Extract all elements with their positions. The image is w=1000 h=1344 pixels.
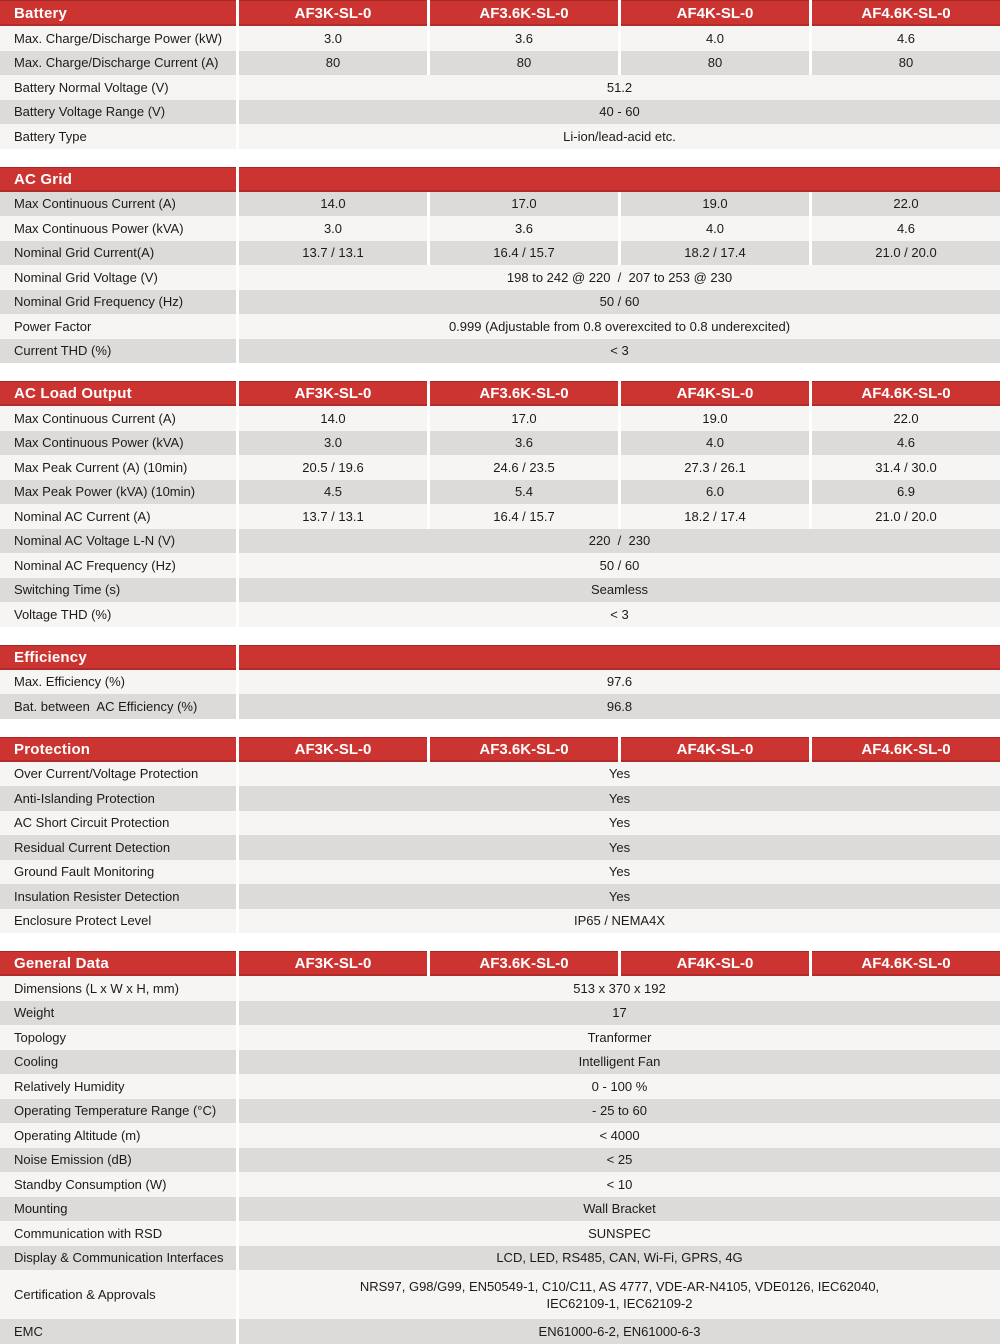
section-title: AC Load Output — [14, 385, 132, 402]
spec-row-certification-approvals — [0, 1270, 1000, 1319]
value-text: 19.0 — [702, 410, 728, 426]
section-title: Battery — [14, 4, 68, 22]
row-value-spanning — [236, 1099, 1000, 1124]
row-label: Max. Charge/Discharge Power (kW) — [14, 30, 223, 46]
row-value-af3k-sl-0 — [236, 26, 427, 51]
row-value-spanning — [236, 529, 1000, 554]
row-label: Noise Emission (dB) — [14, 1152, 132, 1168]
value-text: 4.0 — [705, 30, 725, 46]
row-value-af3-6k-sl-0 — [427, 51, 618, 76]
row-value-spanning — [236, 1123, 1000, 1148]
spec-row-battery-normal-voltage-v — [0, 75, 1000, 100]
column-header-af4k-sl-0: AF4K-SL-0 — [618, 0, 809, 26]
value-text: 80 — [707, 55, 723, 71]
row-value-af3-6k-sl-0 — [427, 26, 618, 51]
value-text: - 25 to 60 — [592, 1103, 647, 1119]
row-value-af4-6k-sl-0 — [809, 406, 1000, 431]
value-text: 5.4 — [514, 484, 534, 500]
column-header-af4-6k-sl-0: AF4.6K-SL-0 — [809, 951, 1000, 976]
value-text: Li-ion/lead-acid etc. — [563, 128, 676, 144]
row-label: Nominal AC Frequency (Hz) — [14, 557, 176, 573]
row-label: Nominal Grid Voltage (V) — [14, 269, 158, 285]
row-value-af4-6k-sl-0 — [809, 241, 1000, 266]
spec-row-voltage-thd — [0, 602, 1000, 627]
value-text: 96.8 — [606, 698, 633, 714]
value-text: 220 / 230 — [588, 533, 651, 549]
value-text: 24.6 / 23.5 — [493, 459, 555, 475]
value-text: 6.0 — [705, 484, 725, 500]
spec-row-ground-fault-monitoring — [0, 860, 1000, 885]
section-title: Protection — [14, 740, 91, 758]
row-value-spanning — [236, 1148, 1000, 1173]
spec-row-standby-consumption-w — [0, 1172, 1000, 1197]
column-header-af3-6k-sl-0: AF3.6K-SL-0 — [427, 0, 618, 26]
value-text: IP65 / NEMA4X — [573, 913, 666, 929]
row-label: Certification & Approvals — [14, 1287, 156, 1302]
spec-row-display-communication-interfaces — [0, 1246, 1000, 1271]
row-value-spanning — [236, 1172, 1000, 1197]
section-ac-load-output — [0, 381, 1000, 627]
row-label: Insulation Resister Detection — [14, 888, 180, 904]
row-value-spanning — [236, 811, 1000, 836]
row-label: Max Continuous Power (kVA) — [14, 220, 184, 236]
row-value-af3-6k-sl-0 — [427, 192, 618, 217]
section-header-efficiency — [0, 645, 1000, 670]
row-label: Max Peak Power (kVA) (10min) — [14, 484, 196, 500]
row-label: Communication with RSD — [14, 1225, 163, 1241]
section-header-fill — [236, 645, 1000, 670]
value-text: 13.7 / 13.1 — [302, 508, 364, 524]
spec-row-bat-between-ac-efficiency — [0, 694, 1000, 719]
row-label: Relatively Humidity — [14, 1078, 125, 1094]
spec-row-nominal-ac-voltage-l-n-v — [0, 529, 1000, 554]
row-label: Current THD (%) — [14, 343, 112, 359]
value-text: < 25 — [606, 1152, 633, 1168]
row-value-spanning — [236, 339, 1000, 364]
row-value-spanning — [236, 1246, 1000, 1271]
row-value-spanning — [236, 314, 1000, 339]
row-value-spanning — [236, 670, 1000, 695]
value-text: < 3 — [610, 343, 629, 359]
row-value-spanning — [236, 75, 1000, 100]
value-text: 13.7 / 13.1 — [302, 245, 364, 261]
row-value-af3k-sl-0 — [236, 480, 427, 505]
row-label: Anti-Islanding Protection — [14, 790, 155, 806]
section-header-battery — [0, 0, 1000, 26]
row-label: Over Current/Voltage Protection — [14, 766, 199, 782]
spec-row-over-current-voltage-protection — [0, 762, 1000, 787]
value-text: 31.4 / 30.0 — [875, 459, 937, 475]
row-value-af4k-sl-0 — [618, 455, 809, 480]
column-header-af4-6k-sl-0: AF4.6K-SL-0 — [809, 737, 1000, 762]
spec-row-max-peak-power-kva-10min — [0, 480, 1000, 505]
row-label: Max. Efficiency (%) — [14, 674, 126, 690]
spec-row-insulation-resister-detection — [0, 884, 1000, 909]
row-label: Battery Type — [14, 128, 87, 144]
row-value-af4-6k-sl-0 — [809, 26, 1000, 51]
spec-row-nominal-grid-voltage-v — [0, 265, 1000, 290]
row-value-spanning — [236, 909, 1000, 934]
value-text: Yes — [608, 790, 631, 806]
section-protection — [0, 737, 1000, 934]
spec-row-enclosure-protect-level — [0, 909, 1000, 934]
value-text: 4.0 — [705, 220, 725, 236]
column-header-af3-6k-sl-0: AF3.6K-SL-0 — [427, 737, 618, 762]
row-value-spanning — [236, 884, 1000, 909]
row-value-spanning — [236, 124, 1000, 149]
value-text: 14.0 — [320, 196, 346, 212]
value-text: 18.2 / 17.4 — [684, 508, 746, 524]
row-label: Mounting — [14, 1201, 68, 1217]
spec-row-max-continuous-current-a — [0, 406, 1000, 431]
row-value-af3-6k-sl-0 — [427, 241, 618, 266]
row-value-spanning — [236, 290, 1000, 315]
column-header-af3-6k-sl-0: AF3.6K-SL-0 — [427, 951, 618, 976]
value-text: 198 to 242 @ 220 / 207 to 253 @ 230 — [506, 269, 733, 285]
row-value-af3-6k-sl-0 — [427, 431, 618, 456]
row-value-af3k-sl-0 — [236, 241, 427, 266]
value-text: 22.0 — [893, 196, 919, 212]
row-value-af4k-sl-0 — [618, 192, 809, 217]
value-text: 3.0 — [323, 30, 343, 46]
value-text: 50 / 60 — [599, 557, 640, 573]
value-text: 80 — [516, 55, 532, 71]
row-label: Weight — [14, 1005, 55, 1021]
value-text: Yes — [608, 815, 631, 831]
column-header-af4-6k-sl-0: AF4.6K-SL-0 — [809, 381, 1000, 406]
row-label: Ground Fault Monitoring — [14, 864, 155, 880]
spec-row-max-continuous-power-kva — [0, 216, 1000, 241]
section-header-ac-grid — [0, 167, 1000, 192]
section-efficiency — [0, 645, 1000, 719]
spec-row-battery-voltage-range-v — [0, 100, 1000, 125]
value-text: EN61000-6-2, EN61000-6-3 — [538, 1323, 701, 1339]
row-label: Cooling — [14, 1054, 59, 1070]
value-text: 4.6 — [896, 435, 916, 451]
value-text: Tranformer — [587, 1029, 652, 1045]
value-text: 51.2 — [606, 79, 633, 95]
value-text: 21.0 / 20.0 — [875, 245, 937, 261]
row-value-af4-6k-sl-0 — [809, 480, 1000, 505]
value-text: 27.3 / 26.1 — [684, 459, 746, 475]
row-value-spanning — [236, 265, 1000, 290]
column-header-af4k-sl-0: AF4K-SL-0 — [618, 951, 809, 976]
spec-row-power-factor — [0, 314, 1000, 339]
row-value-af4k-sl-0 — [618, 26, 809, 51]
row-label: Nominal AC Voltage L-N (V) — [14, 533, 176, 549]
row-value-spanning — [236, 1197, 1000, 1222]
section-header-general-data — [0, 951, 1000, 976]
value-text: Yes — [608, 839, 631, 855]
row-label: Max Continuous Current (A) — [14, 410, 176, 426]
row-label: Battery Normal Voltage (V) — [14, 79, 169, 95]
row-label: Switching Time (s) — [14, 582, 121, 598]
row-label: Battery Voltage Range (V) — [14, 104, 166, 120]
column-header-af3k-sl-0: AF3K-SL-0 — [236, 737, 427, 762]
spec-row-operating-altitude-m — [0, 1123, 1000, 1148]
row-value-spanning — [236, 1025, 1000, 1050]
row-label: Voltage THD (%) — [14, 606, 112, 622]
row-value-spanning — [236, 553, 1000, 578]
spec-row-battery-type — [0, 124, 1000, 149]
value-text: Wall Bracket — [583, 1201, 656, 1217]
section-ac-grid — [0, 167, 1000, 364]
spec-row-cooling — [0, 1050, 1000, 1075]
row-label: Bat. between AC Efficiency (%) — [14, 698, 198, 714]
spec-row-mounting — [0, 1197, 1000, 1222]
row-value-spanning — [236, 1074, 1000, 1099]
row-value-af4-6k-sl-0 — [809, 192, 1000, 217]
row-label: Operating Temperature Range (°C) — [14, 1103, 217, 1119]
section-general-data — [0, 951, 1000, 1344]
value-text: 17 — [612, 1005, 627, 1021]
spec-row-emc — [0, 1319, 1000, 1344]
value-text: 16.4 / 15.7 — [493, 245, 555, 261]
row-label: Nominal Grid Frequency (Hz) — [14, 294, 184, 310]
row-value-af4-6k-sl-0 — [809, 51, 1000, 76]
row-value-spanning — [236, 835, 1000, 860]
value-text: NRS97, G98/G99, EN50549-1, C10/C11, AS 4777, VDE-AR-N4105, VDE0126, IEC62040, IEC62109-1, IEC62109-2 — [359, 1278, 883, 1311]
row-value-af4k-sl-0 — [618, 406, 809, 431]
value-text: 513 x 370 x 192 — [573, 980, 666, 996]
value-text: Intelligent Fan — [578, 1054, 661, 1070]
spec-row-noise-emission-db — [0, 1148, 1000, 1173]
spec-row-max-continuous-current-a — [0, 192, 1000, 217]
section-title: General Data — [14, 955, 109, 972]
section-title: Efficiency — [14, 648, 87, 666]
value-text: 80 — [325, 55, 341, 71]
row-value-af4-6k-sl-0 — [809, 504, 1000, 529]
value-text: < 10 — [606, 1176, 633, 1192]
value-text: 3.0 — [323, 220, 343, 236]
row-label: Topology — [14, 1029, 67, 1045]
value-text: 3.0 — [323, 435, 343, 451]
value-text: 40 - 60 — [599, 104, 640, 120]
spec-row-nominal-grid-frequency-hz — [0, 290, 1000, 315]
row-value-spanning — [236, 762, 1000, 787]
row-label: EMC — [14, 1323, 43, 1339]
row-label: Max Continuous Current (A) — [14, 196, 176, 212]
row-value-spanning — [236, 1001, 1000, 1026]
value-text: 4.5 — [323, 484, 343, 500]
value-text: 14.0 — [320, 410, 346, 426]
value-text: 22.0 — [893, 410, 919, 426]
value-text: Seamless — [590, 582, 649, 598]
row-value-spanning — [236, 694, 1000, 719]
value-text: < 4000 — [599, 1127, 640, 1143]
value-text: 3.6 — [514, 220, 534, 236]
row-value-af3-6k-sl-0 — [427, 504, 618, 529]
value-text: 21.0 / 20.0 — [875, 508, 937, 524]
spec-row-communication-with-rsd — [0, 1221, 1000, 1246]
row-value-af3k-sl-0 — [236, 406, 427, 431]
row-value-af3k-sl-0 — [236, 51, 427, 76]
row-label: Dimensions (L x W x H, mm) — [14, 980, 179, 996]
row-value-spanning — [236, 100, 1000, 125]
value-text: Yes — [608, 888, 631, 904]
section-title: AC Grid — [14, 170, 73, 188]
row-value-af4k-sl-0 — [618, 216, 809, 241]
value-text: Yes — [608, 766, 631, 782]
spec-row-residual-current-detection — [0, 835, 1000, 860]
spec-row-anti-islanding-protection — [0, 786, 1000, 811]
row-value-spanning — [236, 602, 1000, 627]
value-text: 6.9 — [896, 484, 916, 500]
spec-row-nominal-ac-current-a — [0, 504, 1000, 529]
value-text: 4.6 — [896, 30, 916, 46]
row-label: AC Short Circuit Protection — [14, 815, 170, 831]
column-header-af3k-sl-0: AF3K-SL-0 — [236, 0, 427, 26]
row-value-spanning — [236, 1270, 1000, 1319]
row-value-af3k-sl-0 — [236, 216, 427, 241]
row-value-af4k-sl-0 — [618, 241, 809, 266]
value-text: < 3 — [610, 606, 629, 622]
column-header-af3k-sl-0: AF3K-SL-0 — [236, 381, 427, 406]
value-text: 16.4 / 15.7 — [493, 508, 555, 524]
value-text: 3.6 — [514, 435, 534, 451]
spec-row-operating-temperature-range-c — [0, 1099, 1000, 1124]
row-label: Max Peak Current (A) (10min) — [14, 459, 188, 475]
value-text: 18.2 / 17.4 — [684, 245, 746, 261]
row-value-af4k-sl-0 — [618, 431, 809, 456]
row-value-af4k-sl-0 — [618, 51, 809, 76]
row-label: Standby Consumption (W) — [14, 1176, 167, 1192]
row-value-af3k-sl-0 — [236, 431, 427, 456]
spec-row-max-charge-discharge-power-kw — [0, 26, 1000, 51]
row-value-af4-6k-sl-0 — [809, 431, 1000, 456]
value-text: 19.0 — [702, 196, 728, 212]
section-header-fill — [236, 167, 1000, 192]
row-value-spanning — [236, 1050, 1000, 1075]
section-battery — [0, 0, 1000, 149]
row-value-af3-6k-sl-0 — [427, 216, 618, 241]
row-label: Display & Communication Interfaces — [14, 1250, 224, 1266]
row-value-af3k-sl-0 — [236, 455, 427, 480]
spec-row-ac-short-circuit-protection — [0, 811, 1000, 836]
row-value-spanning — [236, 786, 1000, 811]
row-value-af4-6k-sl-0 — [809, 455, 1000, 480]
row-label: Power Factor — [14, 318, 92, 334]
value-text: LCD, LED, RS485, CAN, Wi-Fi, GPRS, 4G — [496, 1250, 743, 1266]
row-value-spanning — [236, 976, 1000, 1001]
row-label: Operating Altitude (m) — [14, 1127, 141, 1143]
spec-row-max-peak-current-a-10min — [0, 455, 1000, 480]
section-header-ac-load-output — [0, 381, 1000, 406]
spec-row-relatively-humidity — [0, 1074, 1000, 1099]
value-text: 4.6 — [896, 220, 916, 236]
value-text: Yes — [608, 864, 631, 880]
spec-row-switching-time-s — [0, 578, 1000, 603]
value-text: 17.0 — [511, 196, 537, 212]
column-header-af4k-sl-0: AF4K-SL-0 — [618, 737, 809, 762]
row-value-af3-6k-sl-0 — [427, 455, 618, 480]
row-value-af4k-sl-0 — [618, 504, 809, 529]
spec-row-weight — [0, 1001, 1000, 1026]
section-header-protection — [0, 737, 1000, 762]
column-header-af3k-sl-0: AF3K-SL-0 — [236, 951, 427, 976]
value-text: SUNSPEC — [588, 1225, 651, 1241]
row-value-spanning — [236, 860, 1000, 885]
spec-row-current-thd — [0, 339, 1000, 364]
spec-row-nominal-grid-current-a — [0, 241, 1000, 266]
value-text: 97.6 — [606, 674, 633, 690]
spec-row-max-efficiency — [0, 670, 1000, 695]
value-text: 20.5 / 19.6 — [302, 459, 364, 475]
row-label: Enclosure Protect Level — [14, 913, 152, 929]
value-text: 0 - 100 % — [591, 1078, 648, 1094]
value-text: 4.0 — [705, 435, 725, 451]
value-text: 3.6 — [514, 30, 534, 46]
row-value-af3-6k-sl-0 — [427, 406, 618, 431]
row-label: Max Continuous Power (kVA) — [14, 435, 184, 451]
row-value-af3k-sl-0 — [236, 192, 427, 217]
value-text: 17.0 — [511, 410, 537, 426]
column-header-af4k-sl-0: AF4K-SL-0 — [618, 381, 809, 406]
row-value-spanning — [236, 1221, 1000, 1246]
row-label: Residual Current Detection — [14, 839, 171, 855]
spec-row-nominal-ac-frequency-hz — [0, 553, 1000, 578]
spec-row-dimensions-l-x-w-x-h-mm — [0, 976, 1000, 1001]
spec-row-topology — [0, 1025, 1000, 1050]
row-label: Max. Charge/Discharge Current (A) — [14, 55, 219, 71]
row-value-af4k-sl-0 — [618, 480, 809, 505]
row-value-af3k-sl-0 — [236, 504, 427, 529]
spec-row-max-continuous-power-kva — [0, 431, 1000, 456]
value-text: 0.999 (Adjustable from 0.8 overexcited to 0.8 underexcited) — [448, 318, 791, 334]
column-header-af4-6k-sl-0: AF4.6K-SL-0 — [809, 0, 1000, 26]
row-value-af3-6k-sl-0 — [427, 480, 618, 505]
row-value-spanning — [236, 578, 1000, 603]
row-value-af4-6k-sl-0 — [809, 216, 1000, 241]
row-value-spanning — [236, 1319, 1000, 1344]
value-text: 80 — [898, 55, 914, 71]
value-text: 50 / 60 — [599, 294, 640, 310]
column-header-af3-6k-sl-0: AF3.6K-SL-0 — [427, 381, 618, 406]
row-label: Nominal AC Current (A) — [14, 508, 151, 524]
row-label: Nominal Grid Current(A) — [14, 245, 155, 261]
spec-row-max-charge-discharge-current-a — [0, 51, 1000, 76]
